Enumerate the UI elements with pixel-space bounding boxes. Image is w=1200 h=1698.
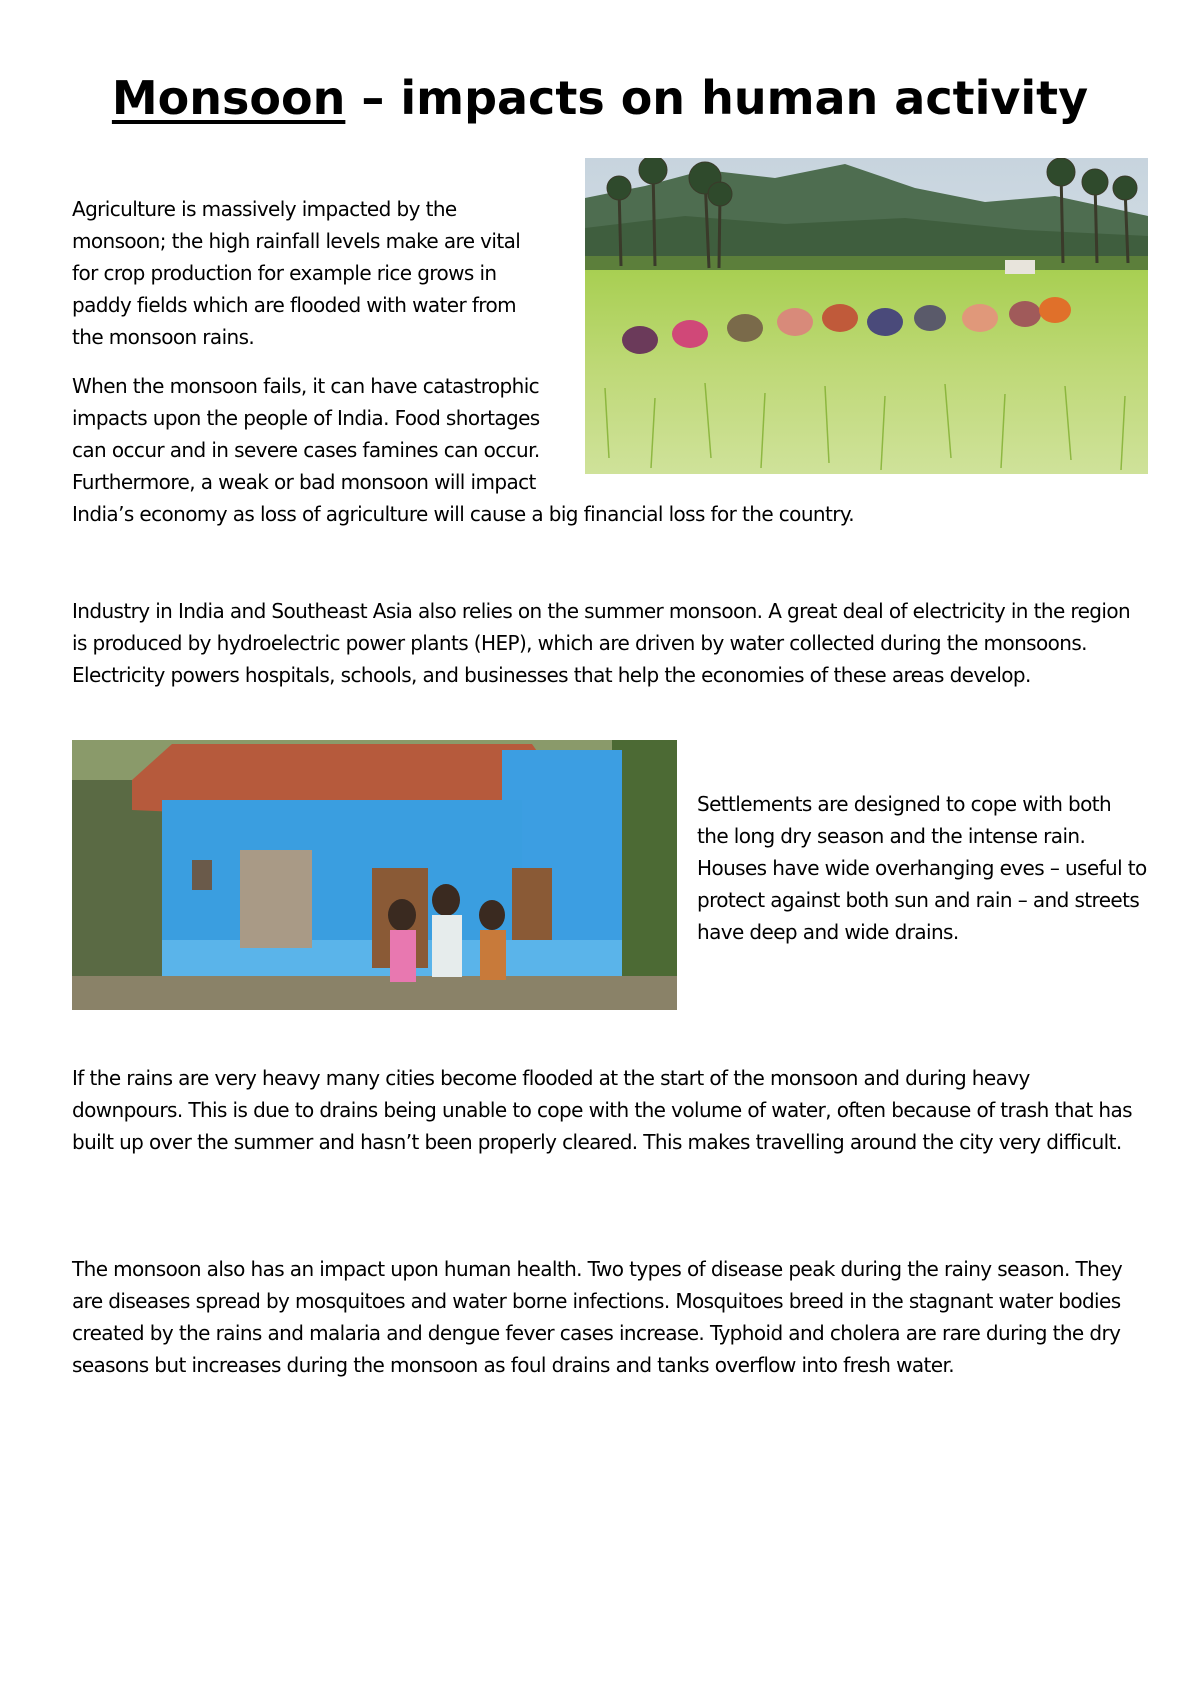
page-title (0, 68, 1200, 128)
monsoon-failure-paragraph: When the monsoon fails, it can have catastrophic impacts upon the people of India. Food shortages can occur and in severe cases famines can occur. Furthermore, a weak or bad monsoon will impact India’s economy as loss of agriculture will cause a big financial loss for the country. (72, 374, 854, 526)
agriculture-paragraph: Agriculture is massively impacted by the monsoon; the high rainfall levels make are vital for crop production for example rice grows in paddy fields which are flooded with water from the monsoon rains. (72, 197, 521, 349)
industry-paragraph: Industry in India and Southeast Asia also relies on the summer monsoon. A great deal of electricity in the region is produced by hydroelectric power plants (HEP), which are driven by water collected during the monsoons. Electricity powers hospitals, schools, and businesses that help the economies of these areas develop. (72, 599, 1131, 687)
title-underlined-word: Monsoon (111, 71, 346, 125)
settlements-paragraph: Settlements are designed to cope with both the long dry season and the intense rain. Houses have wide overhanging eves – useful to protect against both sun and rain – and streets have deep and wide drains. (697, 792, 1147, 944)
flooding-paragraph: If the rains are very heavy many cities become flooded at the start of the monsoon and during heavy downpours. This is due to drains being unable to cope with the volume of water, often because of trash that has built up over the summer and hasn’t been properly cleared. This makes travelling around the city very difficult. (72, 1066, 1132, 1154)
monsoon-house-photo (72, 740, 677, 1010)
rice-paddy-photo (585, 158, 1148, 474)
health-paragraph: The monsoon also has an impact upon human health. Two types of disease peak during the rainy season. They are diseases spread by mosquitoes and water borne infections. Mosquitoes breed in the stagnant water bodies created by the rains and malaria and dengue fever cases increase. Typhoid and cholera are rare during the dry seasons but increases during the monsoon as foul drains and tanks overflow into fresh water. (72, 1257, 1123, 1377)
title-rest: – impacts on human activity (345, 71, 1089, 125)
